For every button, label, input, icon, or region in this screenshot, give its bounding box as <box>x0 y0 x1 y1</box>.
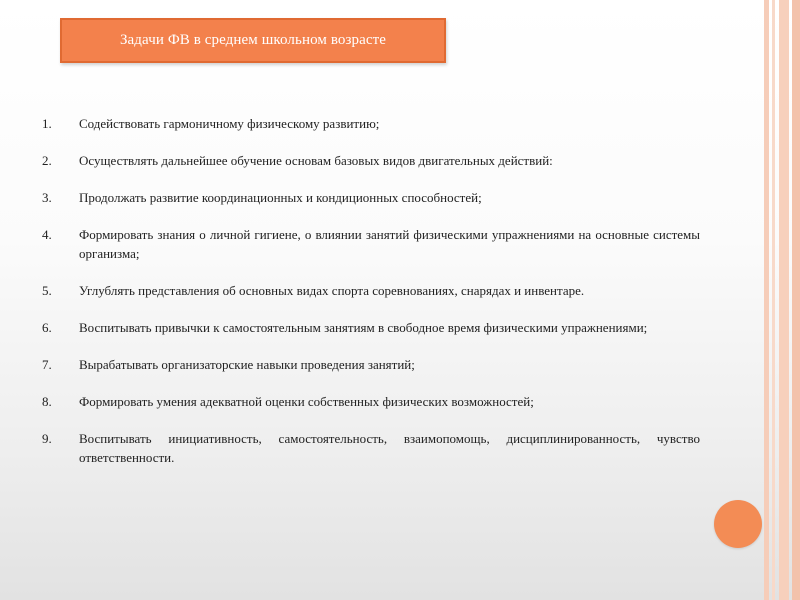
list-item-text: Воспитывать привычки к самостоятельным занятиям в свободное время физическими упражнениями; <box>79 320 648 335</box>
decorative-stripe <box>792 0 800 600</box>
list-item <box>40 281 700 300</box>
task-list <box>40 114 700 485</box>
list-item-text: Продолжать развитие координационных и кондиционных способностей; <box>79 190 482 205</box>
decorative-stripe <box>764 0 769 600</box>
list-item <box>40 188 700 207</box>
list-item-text: Углублять представления об основных видах спорта соревнованиях, снарядах и инвентаре. <box>79 283 585 298</box>
list-item <box>40 429 700 467</box>
list-item-number: 5. <box>42 283 52 298</box>
list-item-number: 4. <box>42 227 52 242</box>
list-item <box>40 151 700 170</box>
list-item <box>40 355 700 374</box>
list-item <box>40 114 700 133</box>
list-item-text: Формировать умения адекватной оценки собственных физических возможностей; <box>79 394 534 409</box>
list-item-text: Содействовать гармоничному физическому развитию; <box>79 116 380 131</box>
decorative-circle <box>714 500 762 548</box>
list-item-number: 2. <box>42 153 52 168</box>
slide-title: Задачи ФВ в среднем школьном возрасте <box>119 32 387 48</box>
list-item-number: 6. <box>42 320 52 335</box>
decorative-stripe <box>779 0 789 600</box>
list-item <box>40 392 700 411</box>
list-item-text: Воспитывать инициативность, самостоятельность, взаимопомощь, дисциплинированность, чувство ответственности. <box>79 431 700 465</box>
list-item-text: Вырабатывать организаторские навыки проведения занятий; <box>79 357 415 372</box>
list-item-text: Осуществлять дальнейшее обучение основам базовых видов двигательных действий: <box>79 153 553 168</box>
list-item-text: Формировать знания о личной гигиене, о влиянии занятий физическими упражнениями на основные системы организма; <box>79 227 700 261</box>
list-item-number: 9. <box>42 431 52 446</box>
list-item-number: 3. <box>42 190 52 205</box>
list-item-number: 7. <box>42 357 52 372</box>
list-item <box>40 318 700 337</box>
slide-title-box <box>60 18 446 63</box>
list-item <box>40 225 700 263</box>
list-item-number: 1. <box>42 116 52 131</box>
decorative-stripe <box>772 0 775 600</box>
list-item-number: 8. <box>42 394 52 409</box>
